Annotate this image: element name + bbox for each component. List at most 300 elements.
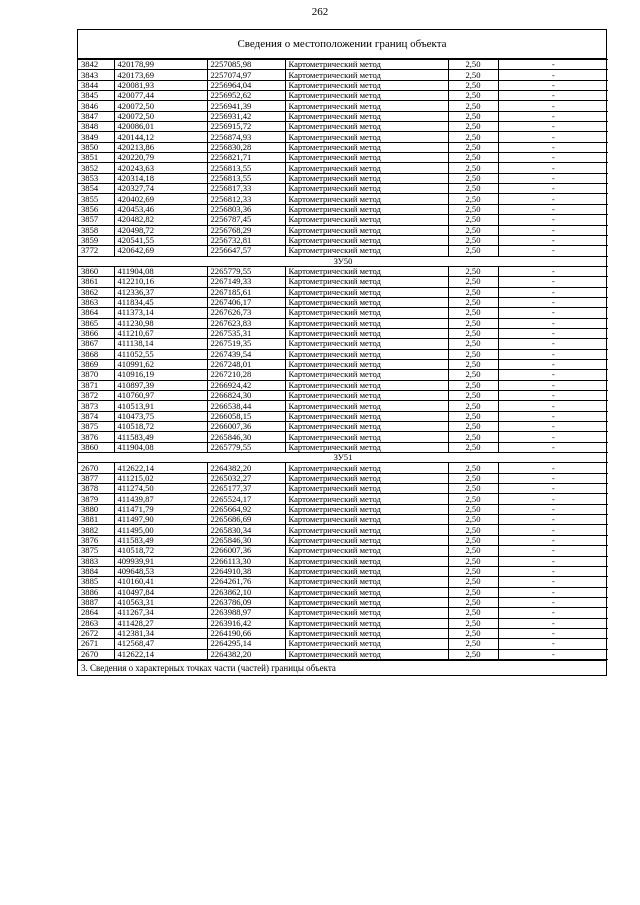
description: -: [498, 391, 608, 401]
coord-y: 2265686,69: [207, 515, 285, 525]
table-row: [78, 473, 608, 483]
coord-y: 2266007,36: [207, 546, 285, 556]
table-row: [78, 349, 608, 359]
coordinates-table-frame: [77, 29, 607, 676]
accuracy: 2,50: [448, 401, 498, 411]
coord-y: 2265664,92: [207, 504, 285, 514]
coord-x: 410473,75: [114, 411, 207, 421]
accuracy: 2,50: [448, 422, 498, 432]
description: -: [498, 494, 608, 504]
coord-y: 2263988,97: [207, 608, 285, 618]
method: Картометрический метод: [285, 422, 448, 432]
point-number: 3876: [78, 535, 114, 545]
coord-x: 420498,72: [114, 225, 207, 235]
point-number: 3856: [78, 204, 114, 214]
coord-x: 411052,55: [114, 349, 207, 359]
accuracy: 2,50: [448, 163, 498, 173]
point-number: 3868: [78, 349, 114, 359]
coord-y: 2266007,36: [207, 422, 285, 432]
point-number: 2670: [78, 649, 114, 659]
coord-x: 412210,16: [114, 277, 207, 287]
section-3-heading: 3. Сведения о характерных точках части (частей) границы объекта: [78, 660, 606, 675]
accuracy: 2,50: [448, 277, 498, 287]
coord-x: 409939,91: [114, 556, 207, 566]
coordinates-table-body: [78, 60, 608, 660]
coord-x: 410916,19: [114, 370, 207, 380]
description: -: [498, 515, 608, 525]
page-number: 262: [311, 6, 329, 18]
coord-y: 2256732,81: [207, 235, 285, 245]
accuracy: 2,50: [448, 308, 498, 318]
point-number: 3862: [78, 287, 114, 297]
description: -: [498, 132, 608, 142]
method: Картометрический метод: [285, 463, 448, 473]
table-row: [78, 339, 608, 349]
accuracy: 2,50: [448, 349, 498, 359]
method: Картометрический метод: [285, 163, 448, 173]
coord-x: 420314,18: [114, 173, 207, 183]
accuracy: 2,50: [448, 132, 498, 142]
description: -: [498, 639, 608, 649]
method: Картометрический метод: [285, 80, 448, 90]
table-row: [78, 422, 608, 432]
description: -: [498, 525, 608, 535]
description: -: [498, 442, 608, 452]
description: -: [498, 587, 608, 597]
coord-y: 2265032,27: [207, 473, 285, 483]
accuracy: 2,50: [448, 463, 498, 473]
coord-y: 2267185,61: [207, 287, 285, 297]
table-row: [78, 153, 608, 163]
point-number: 3843: [78, 70, 114, 80]
coord-y: 2264382,20: [207, 649, 285, 659]
coord-x: 420081,93: [114, 80, 207, 90]
coord-y: 2256931,42: [207, 111, 285, 121]
table-row: [78, 173, 608, 183]
coord-x: 420173,69: [114, 70, 207, 80]
coord-y: 2267623,83: [207, 318, 285, 328]
point-number: 2672: [78, 628, 114, 638]
description: -: [498, 91, 608, 101]
coord-y: 2256830,28: [207, 142, 285, 152]
point-number: 3875: [78, 546, 114, 556]
point-number: 3884: [78, 566, 114, 576]
description: -: [498, 597, 608, 607]
coord-y: 2256915,72: [207, 122, 285, 132]
coord-y: 2256874,93: [207, 132, 285, 142]
description: -: [498, 163, 608, 173]
accuracy: 2,50: [448, 649, 498, 659]
table-row: [78, 235, 608, 245]
coord-y: 2256803,36: [207, 204, 285, 214]
coord-x: 410518,72: [114, 422, 207, 432]
description: -: [498, 504, 608, 514]
method: Картометрический метод: [285, 525, 448, 535]
description: -: [498, 184, 608, 194]
description: -: [498, 204, 608, 214]
point-number: 3876: [78, 432, 114, 442]
accuracy: 2,50: [448, 504, 498, 514]
description: -: [498, 608, 608, 618]
description: -: [498, 80, 608, 90]
accuracy: 2,50: [448, 432, 498, 442]
point-number: 3864: [78, 308, 114, 318]
table-row: [78, 163, 608, 173]
accuracy: 2,50: [448, 566, 498, 576]
coord-y: 2256812,33: [207, 194, 285, 204]
coord-y: 2256952,62: [207, 91, 285, 101]
accuracy: 2,50: [448, 215, 498, 225]
table-row: [78, 359, 608, 369]
method: Картометрический метод: [285, 504, 448, 514]
description: -: [498, 215, 608, 225]
coord-y: 2264910,38: [207, 566, 285, 576]
accuracy: 2,50: [448, 101, 498, 111]
method: Картометрический метод: [285, 60, 448, 70]
point-number: 3865: [78, 318, 114, 328]
table-row: [78, 380, 608, 390]
coord-y: 2267248,01: [207, 359, 285, 369]
accuracy: 2,50: [448, 515, 498, 525]
coord-x: 420327,74: [114, 184, 207, 194]
point-number: 3886: [78, 587, 114, 597]
description: -: [498, 153, 608, 163]
description: -: [498, 359, 608, 369]
description: -: [498, 401, 608, 411]
description: -: [498, 111, 608, 121]
coord-y: 2265846,30: [207, 432, 285, 442]
point-number: 3772: [78, 246, 114, 256]
method: Картометрический метод: [285, 215, 448, 225]
description: -: [498, 235, 608, 245]
table-row: [78, 266, 608, 276]
table-row: [78, 277, 608, 287]
method: Картометрический метод: [285, 577, 448, 587]
accuracy: 2,50: [448, 204, 498, 214]
point-number: 3869: [78, 359, 114, 369]
accuracy: 2,50: [448, 122, 498, 132]
coord-x: 411230,98: [114, 318, 207, 328]
accuracy: 2,50: [448, 91, 498, 101]
table-row: [78, 70, 608, 80]
description: -: [498, 173, 608, 183]
description: -: [498, 349, 608, 359]
method: Картометрический метод: [285, 380, 448, 390]
coord-x: 412622,14: [114, 463, 207, 473]
coord-y: 2265779,55: [207, 266, 285, 276]
accuracy: 2,50: [448, 142, 498, 152]
method: Картометрический метод: [285, 246, 448, 256]
accuracy: 2,50: [448, 494, 498, 504]
section-heading-row: [78, 453, 608, 463]
coord-y: 2267535,31: [207, 328, 285, 338]
point-number: 3852: [78, 163, 114, 173]
method: Картометрический метод: [285, 101, 448, 111]
method: Картометрический метод: [285, 173, 448, 183]
coord-y: 2257074,97: [207, 70, 285, 80]
method: Картометрический метод: [285, 618, 448, 628]
coord-y: 2256941,39: [207, 101, 285, 111]
coord-x: 410160,41: [114, 577, 207, 587]
method: Картометрический метод: [285, 556, 448, 566]
coord-x: 420642,69: [114, 246, 207, 256]
method: Картометрический метод: [285, 359, 448, 369]
point-number: 2863: [78, 618, 114, 628]
coord-x: 410897,39: [114, 380, 207, 390]
point-number: 3842: [78, 60, 114, 70]
method: Картометрический метод: [285, 287, 448, 297]
point-number: 3849: [78, 132, 114, 142]
point-number: 3872: [78, 391, 114, 401]
coord-y: 2265779,55: [207, 442, 285, 452]
method: Картометрический метод: [285, 70, 448, 80]
point-number: 3878: [78, 484, 114, 494]
accuracy: 2,50: [448, 246, 498, 256]
section-heading-row: [78, 256, 608, 266]
point-number: 3851: [78, 153, 114, 163]
point-number: 3887: [78, 597, 114, 607]
table-row: [78, 318, 608, 328]
point-number: 3859: [78, 235, 114, 245]
description: -: [498, 266, 608, 276]
point-number: 3863: [78, 297, 114, 307]
point-number: 3875: [78, 422, 114, 432]
point-number: 3879: [78, 494, 114, 504]
coord-x: 420482,82: [114, 215, 207, 225]
coord-x: 410563,31: [114, 597, 207, 607]
method: Картометрический метод: [285, 391, 448, 401]
coord-x: 409648,53: [114, 566, 207, 576]
coord-x: 411834,45: [114, 297, 207, 307]
description: -: [498, 628, 608, 638]
method: Картометрический метод: [285, 297, 448, 307]
coord-x: 420072,50: [114, 101, 207, 111]
method: Картометрический метод: [285, 401, 448, 411]
accuracy: 2,50: [448, 628, 498, 638]
table-row: [78, 649, 608, 659]
point-number: 3877: [78, 473, 114, 483]
coord-y: 2264295,14: [207, 639, 285, 649]
description: -: [498, 566, 608, 576]
accuracy: 2,50: [448, 297, 498, 307]
coord-y: 2256817,33: [207, 184, 285, 194]
section-heading: ЗУ50: [78, 256, 608, 266]
coord-y: 2266824,30: [207, 391, 285, 401]
coordinates-table: [78, 59, 608, 660]
coord-x: 411583,49: [114, 535, 207, 545]
point-number: 3883: [78, 556, 114, 566]
table-row: [78, 308, 608, 318]
method: Картометрический метод: [285, 608, 448, 618]
coord-y: 2263916,42: [207, 618, 285, 628]
accuracy: 2,50: [448, 328, 498, 338]
point-number: 3854: [78, 184, 114, 194]
method: Картометрический метод: [285, 535, 448, 545]
coord-y: 2265830,34: [207, 525, 285, 535]
accuracy: 2,50: [448, 370, 498, 380]
coord-x: 411904,08: [114, 266, 207, 276]
table-row: [78, 91, 608, 101]
table-row: [78, 60, 608, 70]
coord-x: 411274,50: [114, 484, 207, 494]
description: -: [498, 287, 608, 297]
table-row: [78, 463, 608, 473]
point-number: 3861: [78, 277, 114, 287]
method: Картометрический метод: [285, 204, 448, 214]
table-title: Сведения о местоположении границ объекта: [78, 30, 606, 59]
coord-x: 412568,47: [114, 639, 207, 649]
coord-x: 420402,69: [114, 194, 207, 204]
coord-x: 420453,46: [114, 204, 207, 214]
description: -: [498, 70, 608, 80]
accuracy: 2,50: [448, 194, 498, 204]
point-number: 3885: [78, 577, 114, 587]
coord-x: 410513,91: [114, 401, 207, 411]
coord-y: 2264261,76: [207, 577, 285, 587]
description: -: [498, 60, 608, 70]
coord-x: 412336,37: [114, 287, 207, 297]
section-heading: ЗУ51: [78, 453, 608, 463]
method: Картометрический метод: [285, 649, 448, 659]
method: Картометрический метод: [285, 328, 448, 338]
coord-y: 2266058,15: [207, 411, 285, 421]
description: -: [498, 618, 608, 628]
coord-x: 410518,72: [114, 546, 207, 556]
table-row: [78, 391, 608, 401]
coord-y: 2267519,35: [207, 339, 285, 349]
accuracy: 2,50: [448, 484, 498, 494]
accuracy: 2,50: [448, 380, 498, 390]
table-row: [78, 225, 608, 235]
table-row: [78, 287, 608, 297]
method: Картометрический метод: [285, 111, 448, 121]
coord-x: 420178,99: [114, 60, 207, 70]
point-number: 3873: [78, 401, 114, 411]
accuracy: 2,50: [448, 597, 498, 607]
coord-y: 2267210,28: [207, 370, 285, 380]
accuracy: 2,50: [448, 111, 498, 121]
table-row: [78, 525, 608, 535]
coord-x: 420077,44: [114, 91, 207, 101]
method: Картометрический метод: [285, 515, 448, 525]
coord-y: 2267406,17: [207, 297, 285, 307]
table-row: [78, 597, 608, 607]
description: -: [498, 277, 608, 287]
description: -: [498, 380, 608, 390]
table-row: [78, 370, 608, 380]
coord-x: 411439,87: [114, 494, 207, 504]
accuracy: 2,50: [448, 266, 498, 276]
method: Картометрический метод: [285, 639, 448, 649]
description: -: [498, 370, 608, 380]
table-row: [78, 515, 608, 525]
point-number: 3845: [78, 91, 114, 101]
point-number: 3850: [78, 142, 114, 152]
coord-y: 2256647,57: [207, 246, 285, 256]
table-row: [78, 80, 608, 90]
method: Картометрический метод: [285, 628, 448, 638]
method: Картометрический метод: [285, 432, 448, 442]
accuracy: 2,50: [448, 525, 498, 535]
method: Картометрический метод: [285, 494, 448, 504]
method: Картометрический метод: [285, 349, 448, 359]
description: -: [498, 142, 608, 152]
table-row: [78, 297, 608, 307]
point-number: 3866: [78, 328, 114, 338]
method: Картометрический метод: [285, 142, 448, 152]
point-number: 3846: [78, 101, 114, 111]
method: Картометрический метод: [285, 370, 448, 380]
coord-y: 2266538,44: [207, 401, 285, 411]
coord-y: 2267626,73: [207, 308, 285, 318]
coord-x: 411428,27: [114, 618, 207, 628]
method: Картометрический метод: [285, 587, 448, 597]
accuracy: 2,50: [448, 556, 498, 566]
table-row: [78, 246, 608, 256]
point-number: 3848: [78, 122, 114, 132]
method: Картометрический метод: [285, 546, 448, 556]
method: Картометрический метод: [285, 318, 448, 328]
coord-y: 2265177,37: [207, 484, 285, 494]
coord-y: 2264382,20: [207, 463, 285, 473]
coord-x: 420220,79: [114, 153, 207, 163]
accuracy: 2,50: [448, 339, 498, 349]
description: -: [498, 328, 608, 338]
point-number: 3860: [78, 442, 114, 452]
coord-y: 2256821,71: [207, 153, 285, 163]
point-number: 3882: [78, 525, 114, 535]
coord-y: 2267149,33: [207, 277, 285, 287]
description: -: [498, 411, 608, 421]
coord-x: 411495,00: [114, 525, 207, 535]
accuracy: 2,50: [448, 608, 498, 618]
coord-y: 2256787,45: [207, 215, 285, 225]
point-number: 3844: [78, 80, 114, 90]
accuracy: 2,50: [448, 639, 498, 649]
coord-x: 411904,08: [114, 442, 207, 452]
table-row: [78, 122, 608, 132]
point-number: 3871: [78, 380, 114, 390]
description: -: [498, 297, 608, 307]
method: Картометрический метод: [285, 411, 448, 421]
coord-y: 2256768,29: [207, 225, 285, 235]
accuracy: 2,50: [448, 473, 498, 483]
accuracy: 2,50: [448, 70, 498, 80]
accuracy: 2,50: [448, 587, 498, 597]
description: -: [498, 339, 608, 349]
description: -: [498, 649, 608, 659]
table-row: [78, 411, 608, 421]
description: -: [498, 473, 608, 483]
method: Картометрический метод: [285, 597, 448, 607]
table-row: [78, 546, 608, 556]
coord-y: 2256813,55: [207, 173, 285, 183]
method: Картометрический метод: [285, 266, 448, 276]
method: Картометрический метод: [285, 225, 448, 235]
point-number: 2671: [78, 639, 114, 649]
point-number: 3881: [78, 515, 114, 525]
method: Картометрический метод: [285, 566, 448, 576]
point-number: 3870: [78, 370, 114, 380]
point-number: 3855: [78, 194, 114, 204]
description: -: [498, 246, 608, 256]
coord-x: 411210,67: [114, 328, 207, 338]
table-row: [78, 535, 608, 545]
accuracy: 2,50: [448, 411, 498, 421]
description: -: [498, 577, 608, 587]
description: -: [498, 422, 608, 432]
coord-x: 410497,84: [114, 587, 207, 597]
